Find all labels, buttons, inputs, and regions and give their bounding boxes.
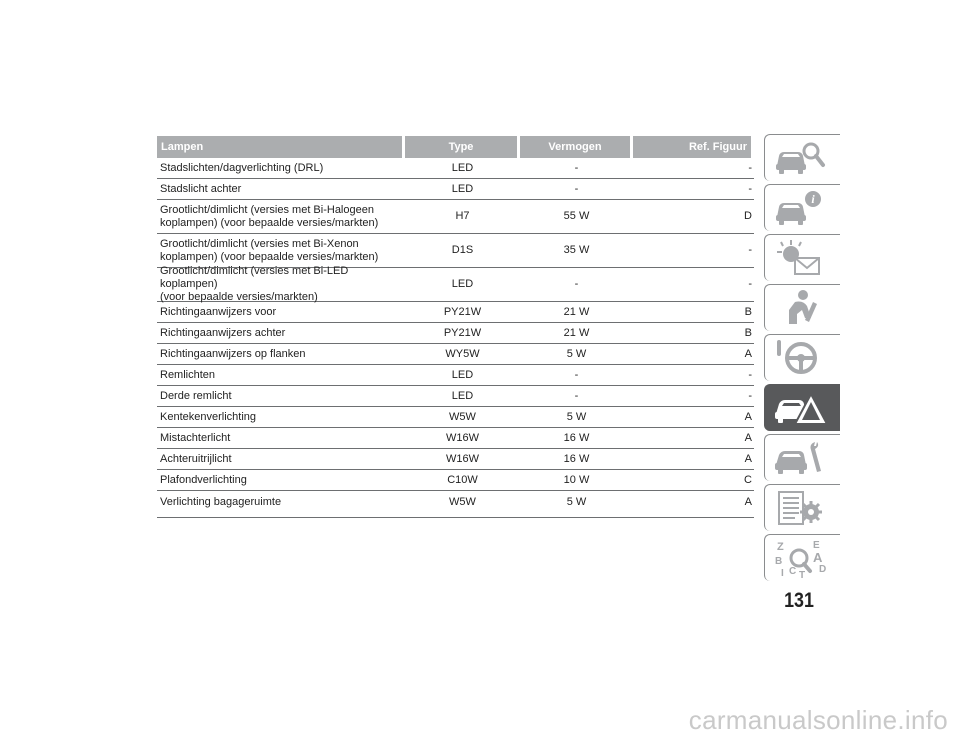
cell-type: C10W	[447, 473, 478, 486]
page-number: 131	[784, 589, 814, 612]
cell-lamp: Remlichten	[160, 368, 216, 381]
cell-power: -	[574, 182, 579, 195]
cell-type: LED	[451, 161, 474, 174]
cell-power: -	[574, 389, 579, 402]
seat-person-icon	[773, 288, 829, 328]
table-row	[157, 200, 754, 234]
table-row	[157, 302, 754, 323]
svg-text:i: i	[811, 192, 815, 206]
table-row	[157, 323, 754, 344]
steering-wheel-icon	[773, 338, 829, 378]
svg-text:Z: Z	[777, 541, 784, 553]
car-wrench-icon	[773, 438, 829, 478]
lamp-table	[157, 136, 754, 518]
table-row	[157, 449, 754, 470]
watermark: carmanualsonline.info	[688, 705, 948, 735]
cell-lamp-line: Grootlicht/dimlicht (versies met Bi-Halogeen	[160, 203, 374, 216]
cell-ref: A	[744, 347, 752, 360]
cell-lamp: Derde remlicht	[160, 389, 232, 402]
table-row	[157, 234, 754, 268]
car-info-icon	[773, 188, 829, 228]
cell-ref: A	[744, 452, 752, 465]
cell-power: 5 W	[566, 347, 587, 360]
cell-lamp: Kentekenverlichting	[160, 410, 257, 423]
cell-power: -	[574, 161, 579, 174]
cell-ref: B	[744, 326, 752, 339]
car-search-icon	[773, 138, 829, 178]
cell-type: LED	[451, 368, 474, 381]
cell-power: 35 W	[563, 244, 590, 256]
cell-ref: A	[744, 496, 752, 508]
car-warning-icon	[773, 388, 829, 428]
cell-ref: -	[748, 278, 752, 290]
cell-lamp-line: Grootlicht/dimlicht (versies met Bi-Xenon	[160, 237, 359, 250]
table-row	[157, 428, 754, 449]
cell-lamp: Richtingaanwijzers voor	[160, 305, 277, 318]
cell-lamp: Stadslichten/dagverlichting (DRL)	[160, 161, 324, 174]
table-row	[157, 470, 754, 491]
cell-ref: D	[744, 210, 752, 222]
header-type: Type	[405, 136, 517, 158]
table-row	[157, 407, 754, 428]
cell-power: -	[574, 278, 579, 290]
header-ref: Ref. Figuur	[633, 136, 751, 158]
header-lamp: Lampen	[157, 136, 402, 158]
cell-type: LED	[451, 389, 474, 402]
light-message-icon	[773, 238, 829, 278]
cell-lamp	[157, 204, 405, 230]
table-row	[157, 386, 754, 407]
svg-text:A: A	[813, 550, 823, 565]
cell-ref: A	[744, 431, 752, 444]
cell-type: H7	[455, 210, 470, 222]
svg-text:B: B	[775, 556, 783, 567]
svg-text:I: I	[781, 568, 784, 578]
cell-ref: B	[744, 305, 752, 318]
cell-power: 5 W	[566, 496, 587, 508]
tab-safety[interactable]	[764, 284, 840, 331]
cell-type: LED	[451, 278, 474, 290]
tab-warning-lights[interactable]	[764, 234, 840, 281]
cell-ref: -	[748, 389, 752, 402]
cell-power: 16 W	[563, 452, 590, 465]
tab-getting-to-know[interactable]	[764, 184, 840, 231]
cell-lamp: Mistachterlicht	[160, 431, 231, 444]
table-header	[157, 136, 754, 158]
document-gear-icon	[773, 488, 829, 528]
cell-type: W16W	[446, 452, 479, 465]
cell-type: W16W	[446, 431, 479, 444]
cell-type: WY5W	[445, 347, 480, 360]
tab-emergencies[interactable]	[764, 384, 840, 431]
cell-ref: -	[748, 368, 752, 381]
svg-text:C: C	[789, 566, 797, 577]
cell-power: 10 W	[563, 473, 590, 486]
tab-maintenance[interactable]	[764, 434, 840, 481]
cell-power: 5 W	[566, 410, 587, 423]
cell-type: LED	[451, 182, 474, 195]
cell-lamp: Verlichting bagageruimte	[160, 496, 282, 508]
cell-power: 21 W	[563, 305, 590, 318]
header-power: Vermogen	[520, 136, 630, 158]
cell-ref: C	[744, 473, 752, 486]
svg-text:T: T	[799, 570, 806, 578]
table-row	[157, 158, 754, 179]
cell-lamp: Stadslicht achter	[160, 182, 242, 195]
cell-lamp: Richtingaanwijzers op flanken	[160, 347, 306, 360]
cell-lamp-line: koplampen) (voor bepaalde versies/markten)	[160, 250, 379, 263]
cell-type: PY21W	[443, 326, 482, 339]
cell-ref: -	[748, 161, 752, 174]
tab-starting-driving[interactable]	[764, 334, 840, 381]
table-row	[157, 265, 754, 303]
cell-ref: A	[744, 410, 752, 423]
table-row	[157, 491, 754, 518]
table-row	[157, 344, 754, 365]
tab-dashboard-knowledge[interactable]	[764, 134, 840, 181]
cell-lamp-line: koplampen) (voor bepaalde versies/markten)	[160, 216, 379, 229]
cell-power: -	[574, 368, 579, 381]
cell-type: W5W	[449, 410, 476, 423]
alphabet-index-icon	[773, 538, 829, 578]
chapter-tabs	[764, 134, 840, 584]
cell-lamp	[157, 265, 405, 304]
cell-lamp: Richtingaanwijzers achter	[160, 326, 286, 339]
cell-power: 55 W	[563, 210, 590, 222]
cell-ref: -	[748, 182, 752, 195]
tab-technical-data[interactable]	[764, 484, 840, 531]
tab-index[interactable]	[764, 534, 840, 581]
cell-lamp: Plafondverlichting	[160, 473, 247, 486]
table-row	[157, 365, 754, 386]
table-row	[157, 179, 754, 200]
cell-type: PY21W	[443, 305, 482, 318]
svg-text:D: D	[819, 564, 827, 575]
cell-type: W5W	[449, 496, 476, 508]
cell-lamp	[157, 238, 405, 264]
cell-lamp-line: Grootlicht/dimlicht (versies met Bi-LED koplampen)	[160, 265, 349, 290]
svg-text:E: E	[813, 540, 820, 551]
cell-type: D1S	[451, 244, 474, 256]
cell-ref: -	[748, 244, 752, 256]
cell-power: 16 W	[563, 431, 590, 444]
cell-power: 21 W	[563, 326, 590, 339]
cell-lamp: Achteruitrijlicht	[160, 452, 232, 465]
cell-lamp-line: (voor bepaalde versies/markten)	[160, 291, 318, 303]
